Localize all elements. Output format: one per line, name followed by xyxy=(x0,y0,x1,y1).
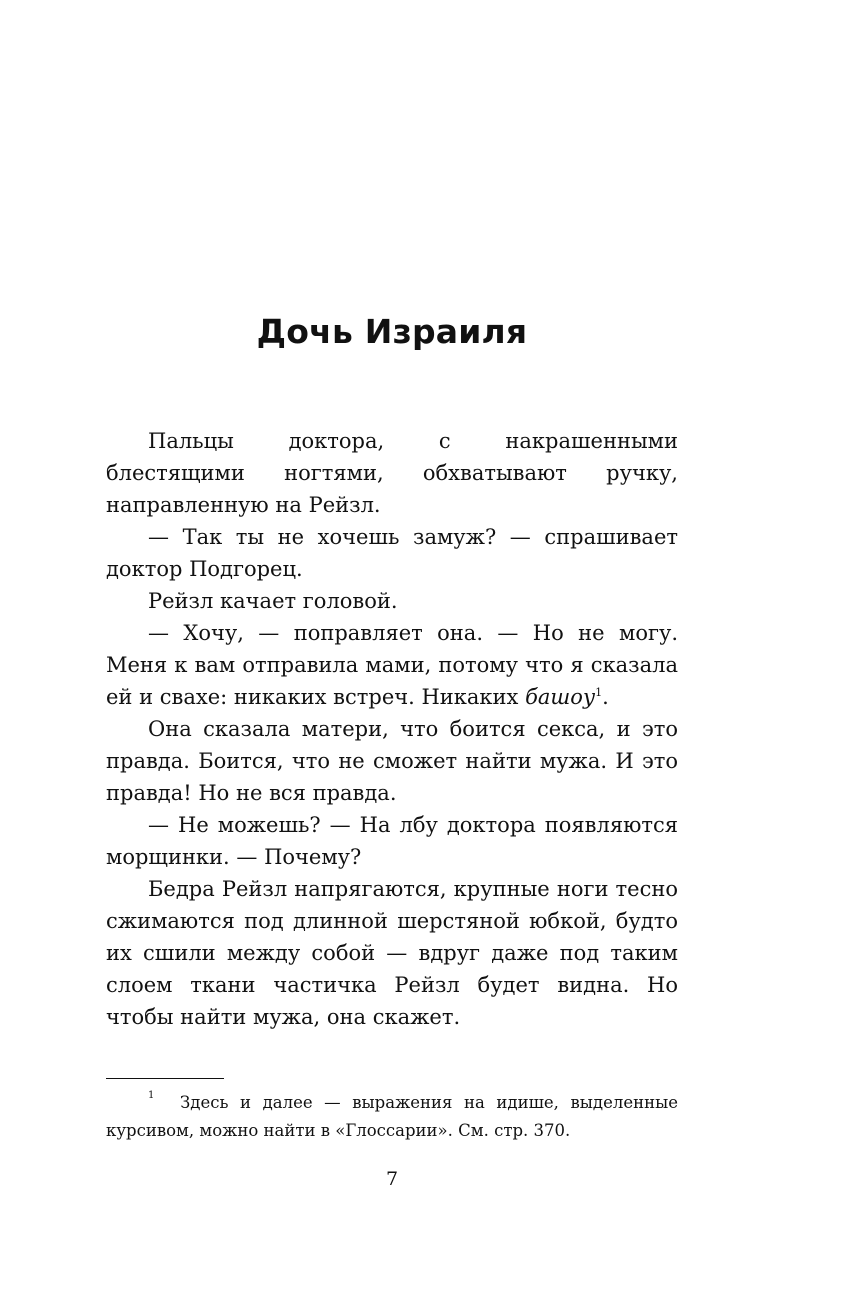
footnote-divider xyxy=(106,1078,224,1079)
yiddish-term: башоу xyxy=(525,685,596,709)
footnote-reference[interactable]: 1 xyxy=(595,686,603,699)
chapter-body xyxy=(106,425,678,1033)
sentence-end: . xyxy=(602,685,609,709)
footnote-text: Здесь и далее — выражения на идише, выделенные курсивом, можно найти в «Глоссарии». См. стр. 370. xyxy=(106,1093,678,1140)
paragraph: Рейзл качает головой. xyxy=(148,589,398,613)
footnote-marker: 1 xyxy=(148,1090,155,1101)
paragraph xyxy=(106,617,678,713)
paragraph-text: — Хочу, — поправляет она. — Но не могу. Меня к вам отправила мами, потому что я сказала ей и свахе: никаких встреч. Никаких xyxy=(106,621,678,709)
paragraph: Пальцы доктора, с накрашенными блестящими ногтями, обхватывают ручку, направленную на Рейзл. xyxy=(106,429,678,517)
paragraph: — Не можешь? — На лбу доктора появляются морщинки. — Почему? xyxy=(106,813,678,869)
paragraph: — Так ты не хочешь замуж? — спрашивает доктор Подгорец. xyxy=(106,525,678,581)
paragraph: Бедра Рейзл напрягаются, крупные ноги тесно сжимаются под длинной шерстяной юбкой, будто их сшили между собой — вдруг даже под таким слоем ткани частичка Рейзл будет видна. Но чтобы найти мужа, она скажет. xyxy=(106,877,678,1029)
chapter-title: Дочь Израиля xyxy=(256,312,528,351)
footnote xyxy=(106,1089,678,1145)
page-number: 7 xyxy=(385,1168,399,1190)
paragraph: Она сказала матери, что боится секса, и это правда. Боится, что не сможет найти мужа. И это правда! Но не вся правда. xyxy=(106,717,678,805)
